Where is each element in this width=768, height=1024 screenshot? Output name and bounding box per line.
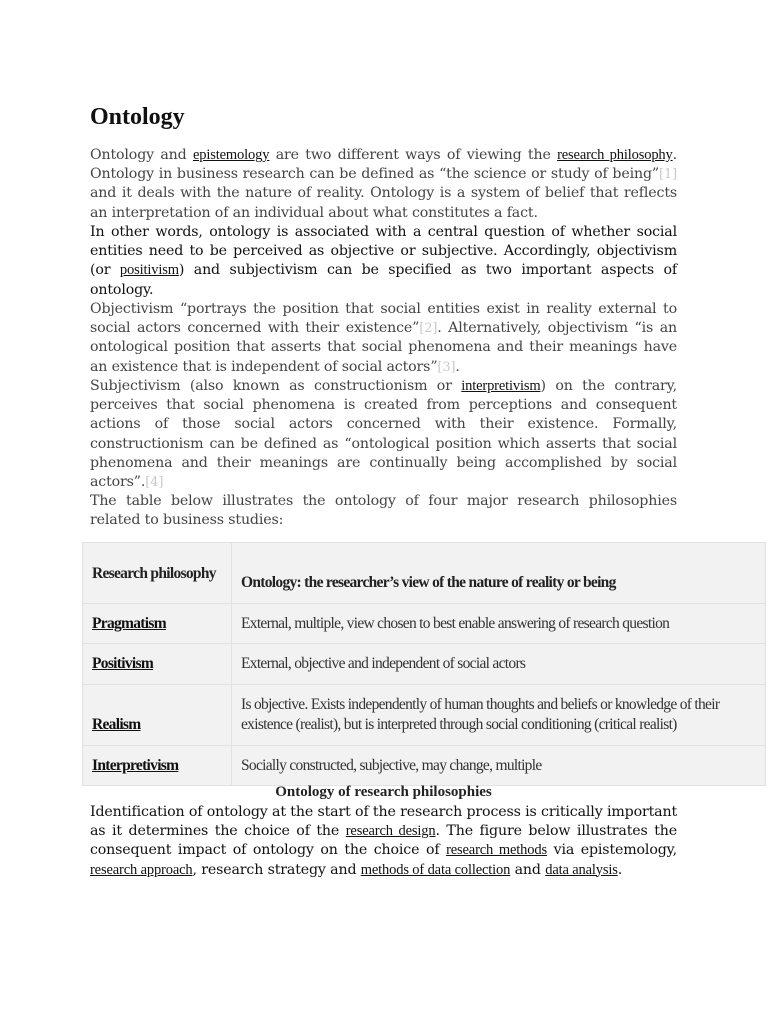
link-positivism-table[interactable]: Positivism — [92, 655, 154, 672]
text: . Ontology in business research can be defined as “the science or study of being” — [90, 147, 677, 183]
text: via epistemology, — [546, 842, 677, 859]
link-research-design[interactable]: research design — [345, 823, 436, 840]
paragraph-objective-subjective — [90, 223, 677, 300]
citation-link[interactable]: [4] — [145, 475, 164, 491]
table-cell-philosophy — [83, 685, 232, 746]
text: Identification of ontology at the start of the research process is critically important as it determines the choice of the — [90, 804, 677, 840]
text: . — [617, 861, 623, 878]
link-realism[interactable]: Realism — [92, 716, 141, 733]
citation-link[interactable]: [3] — [437, 359, 456, 375]
text: . Alternatively, objectivism “is an ontological position that asserts that social phenomena and their meanings have an existence that is independent of social actors” — [90, 320, 677, 375]
text: and it deals with the nature of reality. Ontology is a system of belief that reflects an interpretation of an individual about what constitutes a fact. — [90, 185, 677, 221]
ontology-table — [82, 542, 766, 786]
citation-link[interactable]: [1] — [659, 167, 677, 183]
table-header-row — [83, 543, 766, 604]
text: ) and subjectivism can be specified as two important aspects of ontology. — [90, 262, 677, 298]
text: , research strategy and — [192, 861, 361, 878]
table-row — [83, 644, 766, 685]
table-caption: Ontology of research philosophies — [275, 784, 492, 800]
link-pragmatism[interactable]: Pragmatism — [92, 614, 166, 632]
table-cell-philosophy — [83, 604, 232, 644]
text: Subjectivism (also known as constructionism or — [90, 378, 462, 394]
header-cell-research-philosophy: Research philosophy — [83, 543, 232, 604]
table-cell-philosophy — [83, 746, 232, 786]
text: Ontology and — [90, 147, 193, 163]
paragraph-objectivism — [90, 300, 677, 377]
paragraph-intro — [90, 146, 677, 223]
paragraph-table-intro: The table below illustrates the ontology of four major research philosophies related to business studies: — [90, 493, 677, 529]
link-epistemology[interactable]: epistemology — [192, 147, 270, 163]
link-research-methods[interactable]: research methods — [446, 842, 547, 859]
text: ) on the contrary, perceives that social phenomena is created from perceptions and consequent actions of those social actors concerned with their existence. Formally, constructionism can be defined as “ontological position which asserts that social phenomena and their meanings are continually being accomplished by social actors”. — [90, 378, 677, 491]
link-research-philosophy[interactable]: research philosophy — [557, 147, 673, 163]
paragraph-subjectivism — [90, 377, 677, 492]
text: are two different ways of viewing the — [269, 147, 558, 163]
link-data-analysis[interactable]: data analysis — [545, 861, 618, 878]
table-cell-ontology: Is objective. Exists independently of human thoughts and beliefs or knowledge of their existence (realist), but is interpreted through social conditioning (critical realist) — [232, 685, 766, 746]
table-row — [83, 746, 766, 786]
page-title: Ontology — [90, 104, 185, 130]
table-cell-ontology: External, multiple, view chosen to best enable answering of research question — [232, 604, 766, 644]
text: . — [455, 358, 460, 375]
link-methods-of-data-collection[interactable]: methods of data collection — [360, 861, 511, 878]
table-cell-ontology: Socially constructed, subjective, may change, multiple — [232, 746, 766, 786]
citation-link[interactable]: [2] — [419, 321, 438, 337]
text: . The figure below illustrates the consequent impact of ontology on the choice of — [90, 823, 677, 859]
table-row — [83, 604, 766, 644]
link-positivism[interactable]: positivism — [119, 262, 179, 279]
text: and — [510, 861, 546, 878]
table-cell-philosophy — [83, 644, 232, 685]
table-cell-ontology: External, objective and independent of social actors — [232, 644, 766, 685]
table-row — [83, 685, 766, 746]
text: In other words, ontology is associated with a central question of whether social entities need to be perceived as objective or subjective. Accordingly, objectivism (or — [90, 224, 677, 279]
link-interpretivism-table[interactable]: Interpretivism — [92, 756, 179, 774]
text: Objectivism “portrays the position that social entities exist in reality external to social actors concerned with their existence” — [90, 301, 677, 337]
paragraph-identification — [90, 803, 677, 880]
link-interpretivism[interactable]: interpretivism — [461, 378, 541, 394]
link-research-approach[interactable]: research approach — [90, 861, 193, 878]
header-cell-ontology: Ontology: the researcher’s view of the nature of reality or being — [232, 543, 766, 604]
